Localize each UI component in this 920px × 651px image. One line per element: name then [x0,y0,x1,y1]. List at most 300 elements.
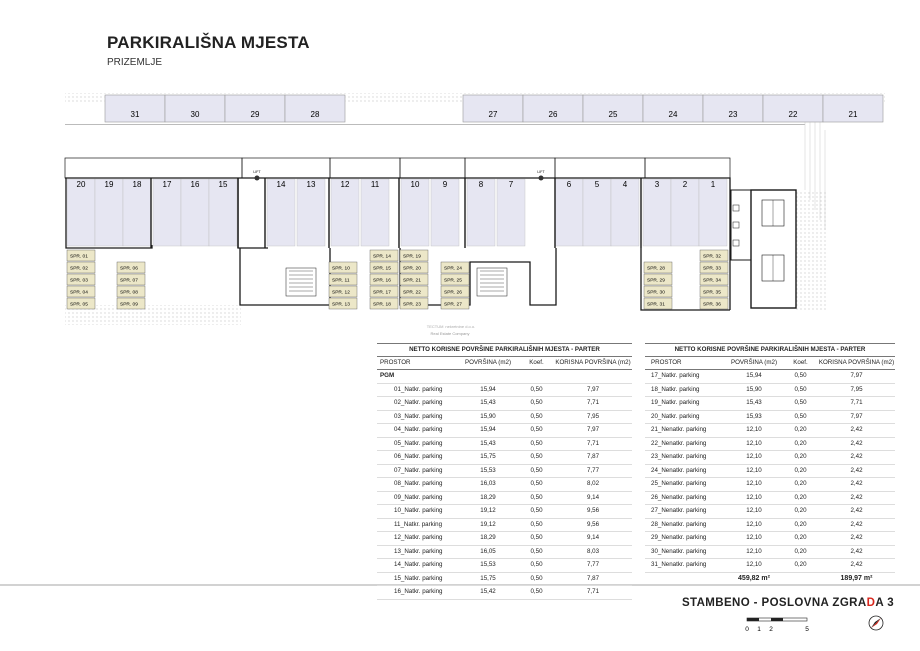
storage-unit [370,298,398,309]
storage-label: SPR. 22 [403,290,421,296]
table-cell: 03_Natkr. parking [377,410,457,424]
indoor-parking-spot [153,179,181,246]
storage-label: SPR. 11 [332,278,350,284]
table-cell: 0,20 [783,532,818,546]
table-row [645,424,895,438]
indoor-parking-spot [467,179,495,246]
staircase-left [286,268,316,296]
spot-number: 31 [130,110,140,119]
storage-label: SPR. 15 [373,266,391,272]
right-service-rooms [731,190,796,308]
table-cell: 09_Natkr. parking [377,491,457,505]
col-header: KORISNA POVRŠINA (m2) [554,357,632,370]
table-row [377,478,632,492]
table-cell: 2,42 [818,491,895,505]
table-cell: 0,50 [519,532,554,546]
storage-unit [67,274,95,285]
storage-unit [67,262,95,273]
table-cell: 2,42 [818,451,895,465]
storage-unit [67,250,95,261]
table-cell: 18_Natkr. parking [645,383,725,397]
table-cell: 07_Natkr. parking [377,464,457,478]
outdoor-parking-spot [285,95,345,122]
table-cell: 21_Nenatkr. parking [645,424,725,438]
table-cell: 2,42 [818,545,895,559]
storage-label: SPR. 33 [703,266,721,272]
table-cell: 0,50 [519,437,554,451]
table-cell: 12,10 [725,545,783,559]
col-header: KORISNA POVRŠINA (m2) [818,357,895,370]
spot-number: 29 [250,110,260,119]
brand-name: TECTUM [426,324,444,329]
table-cell: 2,42 [818,505,895,519]
storage-label: SPR. 25 [444,278,462,284]
storage-unit [370,250,398,261]
table-cell: 12,10 [725,451,783,465]
table-cell: 16,05 [457,545,519,559]
brand-tagline: nekretnine d.o.o. [445,324,476,329]
table-row [645,397,895,411]
outdoor-parking-spot [463,95,523,122]
storage-units [67,250,728,309]
table-cell: 0,50 [783,370,818,384]
storage-unit [400,250,428,261]
storage-label: SPR. 29 [647,278,665,284]
storage-label: SPR. 24 [444,266,462,272]
table-row [645,478,895,492]
table-cell: 27_Nenatkr. parking [645,505,725,519]
table-row [645,451,895,465]
storage-label: SPR. 01 [70,254,88,260]
storage-unit [370,262,398,273]
storage-label: SPR. 27 [444,302,462,308]
table-cell: 13_Natkr. parking [377,545,457,559]
table-row [645,383,895,397]
storage-unit [644,274,672,285]
table-cell: 15,90 [457,410,519,424]
table-cell: 15,43 [457,397,519,411]
footer-accent: D [866,597,876,609]
brand-watermark [395,320,505,336]
brand-sub: Real Estate Company [430,331,470,336]
indoor-parking-spot [401,179,429,246]
spot-number: 24 [668,110,678,119]
kerb-line [65,124,805,125]
storage-label: SPR. 20 [403,266,421,272]
table-row [645,464,895,478]
table-cell: 0,50 [519,545,554,559]
storage-label: SPR. 16 [373,278,391,284]
table-cell: 2,42 [818,464,895,478]
outdoor-parking-spot [165,95,225,122]
staircase-right [477,268,507,296]
scale-label-3: 5 [805,626,809,633]
table-row [645,410,895,424]
table-cell: 7,87 [554,572,632,586]
storage-label: SPR. 12 [332,290,350,296]
table-cell: 0,50 [519,424,554,438]
spot-number: 2 [682,180,688,189]
table-row [645,370,895,384]
storage-unit [400,298,428,309]
area-table-left [377,343,632,600]
storage-label: SPR. 02 [70,266,88,272]
roof-outline [465,158,555,178]
spot-number: 1 [710,180,716,189]
table-cell: 18,29 [457,532,519,546]
table-row [377,437,632,451]
table-cell: 15,53 [457,464,519,478]
table-group-label: PGM [377,370,632,384]
table-cell: 18,29 [457,491,519,505]
table-row [377,572,632,586]
table-cell: 06_Natkr. parking [377,451,457,465]
table-cell: 15,42 [457,586,519,600]
table-cell: 26_Nenatkr. parking [645,491,725,505]
table-cell: 24_Nenatkr. parking [645,464,725,478]
storage-unit [700,262,728,273]
table-cell: 0,20 [783,478,818,492]
table-cell: 15,43 [725,397,783,411]
indoor-parking-spot [497,179,525,246]
table-cell: 12,10 [725,437,783,451]
table-cell: 0,50 [519,383,554,397]
roof-outline [330,158,400,178]
table-cell: 15,93 [725,410,783,424]
table-cell: 23_Nenatkr. parking [645,451,725,465]
table-cell: 7,77 [554,464,632,478]
spot-number: 20 [76,180,86,189]
table-cell: 12,10 [725,478,783,492]
storage-unit [117,298,145,309]
storage-label: SPR. 09 [120,302,138,308]
spot-number: 23 [728,110,738,119]
table-row [377,410,632,424]
total-area: 459,82 m² [738,574,770,582]
storage-unit [117,286,145,297]
table-row [645,505,895,519]
table-row [377,559,632,573]
storage-unit [117,262,145,273]
storage-label: SPR. 28 [647,266,665,272]
table-cell: 16_Natkr. parking [377,586,457,600]
storage-unit [370,286,398,297]
roof-outline [555,158,645,178]
table-row [645,437,895,451]
table-cell: 0,50 [783,383,818,397]
scale-label-1: 1 [757,626,761,633]
table-cell: 0,50 [519,491,554,505]
table-cell: 15,75 [457,451,519,465]
table-row [645,518,895,532]
storage-label: SPR. 05 [70,302,88,308]
indoor-parking-spot [267,179,295,246]
indoor-parking-spot [671,179,699,246]
storage-unit [67,298,95,309]
storage-unit [644,286,672,297]
building-name [682,597,894,609]
storage-label: SPR. 35 [703,290,721,296]
table-cell: 12,10 [725,424,783,438]
storage-unit [67,286,95,297]
area-table-right [645,343,895,585]
table-cell: 11_Natkr. parking [377,518,457,532]
storage-label: SPR. 04 [70,290,88,296]
table-cell: 15,94 [725,370,783,384]
spot-number: 28 [310,110,320,119]
storage-unit [370,274,398,285]
table-cell: 29_Nenatkr. parking [645,532,725,546]
table-cell: 14_Natkr. parking [377,559,457,573]
indoor-parking-spot [583,179,611,246]
outdoor-parking-spot [823,95,883,122]
spot-number: 14 [276,180,286,189]
spot-number: 27 [488,110,498,119]
storage-unit [644,262,672,273]
roof-outline [645,158,730,178]
storage-label: SPR. 23 [403,302,421,308]
outdoor-parking-spot [643,95,703,122]
table-cell: 04_Natkr. parking [377,424,457,438]
table-row [377,464,632,478]
table-cell: 12_Natkr. parking [377,532,457,546]
storage-label: SPR. 07 [120,278,138,284]
storage-unit [400,262,428,273]
table-cell: 0,50 [519,410,554,424]
table-cell: 9,14 [554,532,632,546]
table-cell: 7,97 [554,424,632,438]
storage-label: SPR. 10 [332,266,350,272]
spot-number: 13 [306,180,316,189]
outdoor-parking-spot [225,95,285,122]
spot-number: 15 [218,180,228,189]
table-cell: 0,50 [519,586,554,600]
table-cell: 7,71 [818,397,895,411]
north-arrow-icon [869,616,883,630]
storage-label: SPR. 08 [120,290,138,296]
lift-marker-1 [253,170,261,181]
storage-unit [441,286,469,297]
table-cell: 0,50 [519,478,554,492]
table-cell: 2,42 [818,478,895,492]
storage-unit [700,250,728,261]
lift-marker-2 [537,170,545,181]
table-cell: 0,20 [783,545,818,559]
indoor-parking-spot [181,179,209,246]
storage-label: SPR. 31 [647,302,665,308]
spot-number: 12 [340,180,350,189]
spot-number: 30 [190,110,200,119]
table-cell: 0,20 [783,424,818,438]
table-cell: 2,42 [818,518,895,532]
roof-outline [400,158,465,178]
table-cell: 19,12 [457,505,519,519]
table-cell: 12,10 [725,532,783,546]
table-cell: 7,97 [818,370,895,384]
spot-number: 26 [548,110,558,119]
outdoor-parking-spot [105,95,165,122]
table-cell: 12,10 [725,491,783,505]
storage-label: SPR. 17 [373,290,391,296]
col-header: PROSTOR [377,357,457,370]
table-cell: 15,94 [457,424,519,438]
storage-unit [329,262,357,273]
table-cell: 2,42 [818,559,895,573]
indoor-parking-spot [611,179,639,246]
outdoor-parking [105,95,883,122]
storage-unit [400,274,428,285]
storage-unit [329,286,357,297]
table-cell: 16,03 [457,478,519,492]
page-subtitle: PRIZEMLJE [107,57,163,68]
table-cell: 8,03 [554,545,632,559]
storage-unit [117,274,145,285]
table-caption: NETTO KORISNE POVRŠINE PARKIRALIŠNIH MJESTA - PARTER [645,344,895,357]
storage-unit [329,274,357,285]
table-cell: 01_Natkr. parking [377,383,457,397]
indoor-parking-spot [67,179,95,246]
table-cell: 05_Natkr. parking [377,437,457,451]
scale-bar [745,618,809,633]
table-row [377,545,632,559]
table-cell: 0,50 [519,451,554,465]
scale-label-2: 2 [769,626,773,633]
table-cell: 0,20 [783,559,818,573]
storage-label: SPR. 21 [403,278,421,284]
table-row [377,491,632,505]
table-cell: 17_Natkr. parking [645,370,725,384]
indoor-parking-spot [331,179,359,246]
table-cell: 2,42 [818,532,895,546]
table-cell: 12,10 [725,464,783,478]
indoor-parking-spot [699,179,727,246]
indoor-parking-spot [123,179,151,246]
table-cell: 15,75 [457,572,519,586]
table-row [377,532,632,546]
outdoor-parking-spot [583,95,643,122]
table-cell: 19_Natkr. parking [645,397,725,411]
footer-number: 3 [883,597,894,609]
storage-label: SPR. 30 [647,290,665,296]
table-cell: 31_Nenatkr. parking [645,559,725,573]
spot-number: 10 [410,180,420,189]
table-cell: 12,10 [725,505,783,519]
dotted-strip-right [796,190,826,310]
storage-label: SPR. 03 [70,278,88,284]
storage-label: SPR. 36 [703,302,721,308]
indoor-parking-spot [431,179,459,246]
col-header: Koef. [783,357,818,370]
storage-unit [329,298,357,309]
indoor-parking-spot [209,179,237,246]
lift-label: LIFT [253,170,261,174]
table-cell: 2,42 [818,437,895,451]
col-header: POVRŠINA (m2) [725,357,783,370]
table-cell: 12,10 [725,559,783,573]
indoor-parking-spot [643,179,671,246]
spot-number: 19 [104,180,114,189]
indoor-parking-spot [95,179,123,246]
table-cell: 9,56 [554,505,632,519]
storage-unit [441,298,469,309]
table-cell: 0,20 [783,505,818,519]
indoor-parking-spot [297,179,325,246]
table-row [377,383,632,397]
spot-number: 6 [566,180,572,189]
table-cell: 0,50 [519,559,554,573]
table-cell: 0,20 [783,464,818,478]
table-row [645,491,895,505]
lift-icon [255,176,260,181]
spot-number: 18 [132,180,142,189]
table-cell: 2,42 [818,424,895,438]
page-title: PARKIRALIŠNA MJESTA [107,33,310,52]
table-cell: 9,56 [554,518,632,532]
roof-outline [242,158,330,178]
table-cell: 7,95 [818,383,895,397]
table-cell: 22_Nenatkr. parking [645,437,725,451]
table-cell: 8,02 [554,478,632,492]
table-row [645,532,895,546]
table-cell: 28_Nenatkr. parking [645,518,725,532]
table-cell: 15,94 [457,383,519,397]
table-cell: 0,50 [519,572,554,586]
col-header: POVRŠINA (m2) [457,357,519,370]
spot-number: 17 [162,180,172,189]
spot-number: 7 [508,180,514,189]
storage-label: SPR. 18 [373,302,391,308]
col-header: Koef. [519,357,554,370]
table-cell: 30_Nenatkr. parking [645,545,725,559]
table-cell: 0,20 [783,518,818,532]
table-cell: 25_Nenatkr. parking [645,478,725,492]
spot-number: 8 [478,180,484,189]
spot-number: 22 [788,110,798,119]
indoor-parking-spot [361,179,389,246]
table-cell: 7,87 [554,451,632,465]
table-cell: 0,20 [783,491,818,505]
storage-unit [441,262,469,273]
storage-unit [441,274,469,285]
table-cell: 9,14 [554,491,632,505]
storage-label: SPR. 13 [332,302,350,308]
table-cell: 15,90 [725,383,783,397]
indoor-parking [67,178,727,248]
table-cell: 15,43 [457,437,519,451]
table-cell: 10_Natkr. parking [377,505,457,519]
storage-label: SPR. 06 [120,266,138,272]
spot-number: 11 [370,180,380,189]
indoor-parking-spot [555,179,583,246]
table-cell: 7,71 [554,586,632,600]
storage-unit [700,274,728,285]
table-cell: 02_Natkr. parking [377,397,457,411]
table-cell: 0,50 [783,397,818,411]
table-cell: 0,20 [783,451,818,465]
table-row [377,451,632,465]
lift-icon [539,176,544,181]
footer-text: STAMBENO - POSLOVNA ZGRA [681,597,867,609]
spot-number: 5 [594,180,600,189]
storage-unit [700,298,728,309]
outdoor-parking-spot [703,95,763,122]
spot-number: 21 [848,110,858,119]
table-cell: 15_Natkr. parking [377,572,457,586]
table-row [377,397,632,411]
table-row [645,559,895,573]
storage-unit [400,286,428,297]
table-cell: 0,50 [519,464,554,478]
